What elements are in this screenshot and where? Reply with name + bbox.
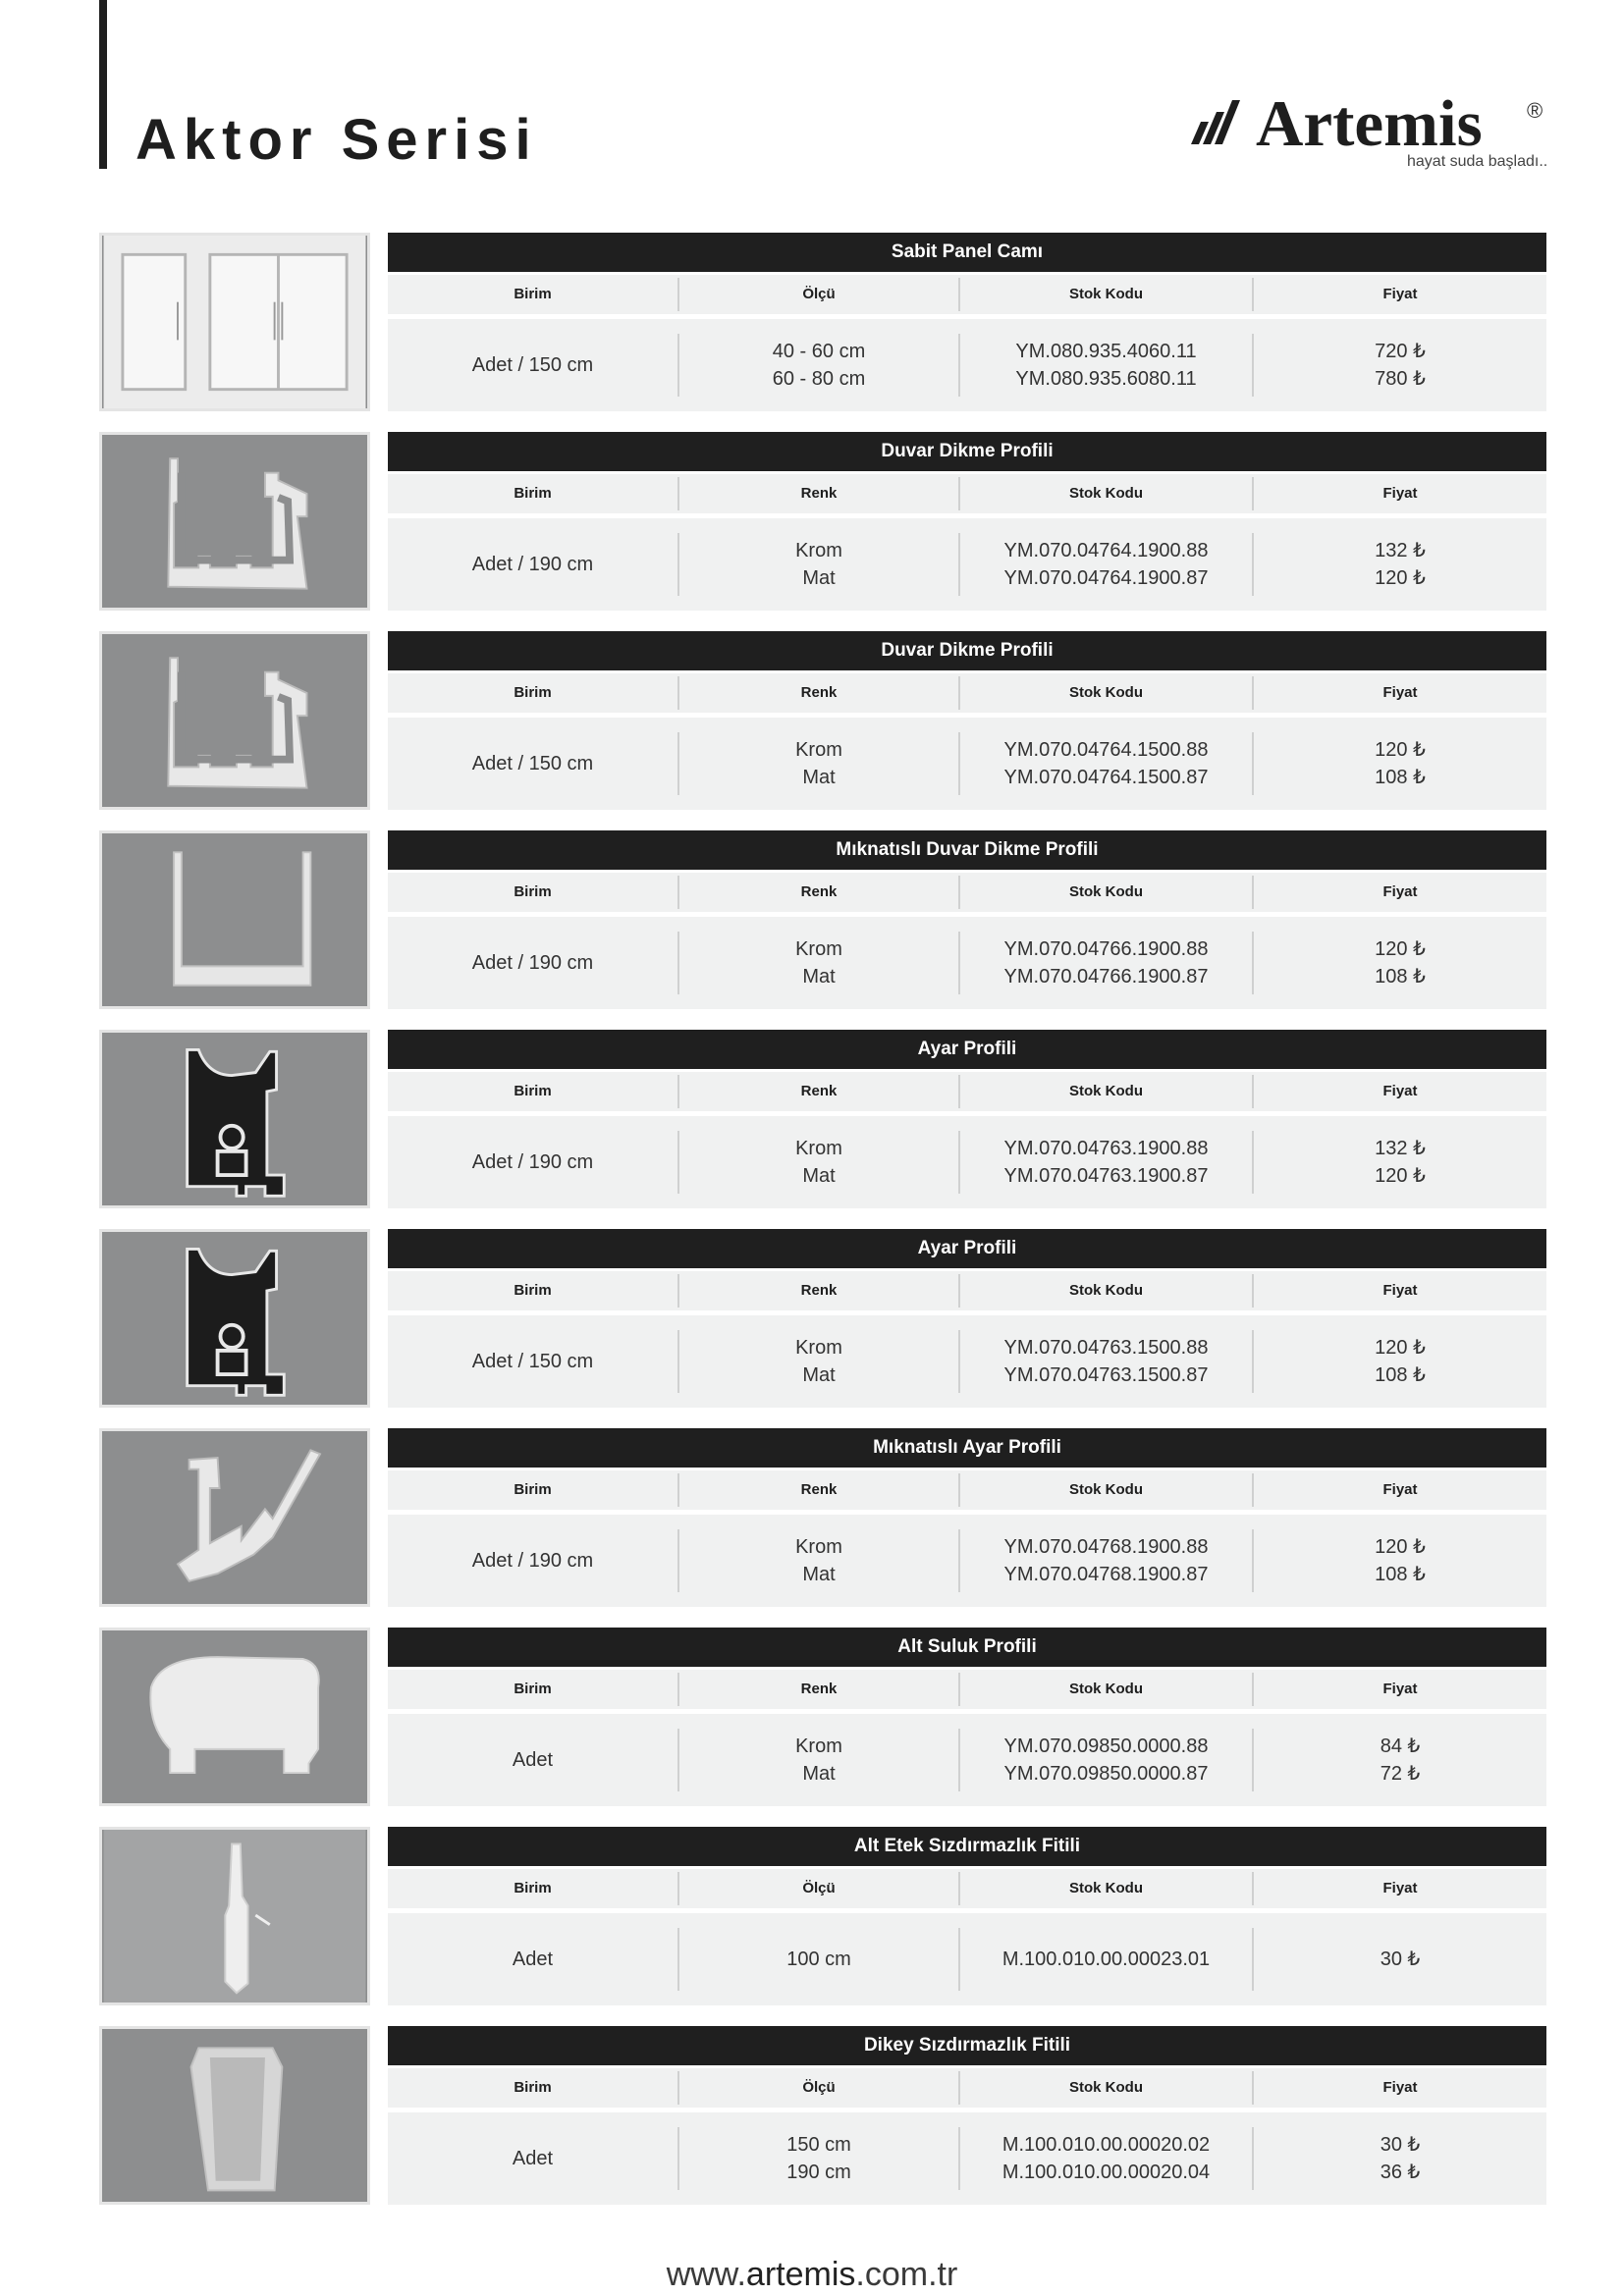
product-table bbox=[388, 2026, 1546, 2205]
cell-stock-code-value: YM.070.04763.1900.88 bbox=[1003, 1138, 1209, 1159]
cell-variant-value: 190 cm bbox=[786, 2162, 851, 2183]
unit-value: Adet / 190 cm bbox=[471, 1151, 594, 1173]
cell-stock-code-value: YM.070.04764.1900.87 bbox=[1003, 567, 1209, 589]
header-fiyat: Fiyat bbox=[1252, 1872, 1546, 1905]
unit-value: Adet bbox=[512, 2148, 554, 2169]
header-col2: Ölçü bbox=[677, 2071, 958, 2105]
cell-price-value: 108 ₺ bbox=[1375, 1564, 1426, 1585]
cell-price bbox=[1252, 2127, 1546, 2190]
cell-price-value: 108 ₺ bbox=[1375, 966, 1426, 988]
logo-wordmark: Artemis bbox=[1256, 87, 1483, 160]
unit-value: Adet / 190 cm bbox=[471, 1550, 594, 1572]
header-fiyat: Fiyat bbox=[1252, 1075, 1546, 1108]
table-row bbox=[388, 1913, 1546, 2005]
header-col2: Renk bbox=[677, 676, 958, 710]
cell-variant bbox=[677, 1529, 958, 1592]
product-row bbox=[99, 2026, 1546, 2205]
cell-price bbox=[1252, 932, 1546, 994]
table-header-row bbox=[388, 1470, 1546, 1510]
page-title: Aktor Serisi bbox=[135, 108, 538, 172]
cell-price bbox=[1252, 732, 1546, 795]
cell-stock-code-value: YM.070.04768.1900.88 bbox=[1003, 1536, 1209, 1558]
table-row bbox=[388, 518, 1546, 611]
footer-url[interactable] bbox=[0, 2256, 1624, 2294]
cell-price-value: 108 ₺ bbox=[1375, 1364, 1426, 1386]
product-table bbox=[388, 830, 1546, 1009]
header-stok-kodu: Stok Kodu bbox=[958, 2071, 1252, 2105]
cell-price-value: 30 ₺ bbox=[1380, 2134, 1421, 2156]
header-col2: Renk bbox=[677, 477, 958, 510]
cell-price bbox=[1252, 334, 1546, 397]
cell-price-value: 120 ₺ bbox=[1375, 1165, 1426, 1187]
unit-value: Adet / 150 cm bbox=[471, 753, 594, 774]
cell-price-value: 132 ₺ bbox=[1375, 1138, 1426, 1159]
unit-value: Adet bbox=[512, 1749, 554, 1771]
product-row bbox=[99, 631, 1546, 810]
cell-price-value: 720 ₺ bbox=[1375, 341, 1426, 362]
cell-stock-code-value: YM.070.04763.1500.87 bbox=[1003, 1364, 1209, 1386]
cell-unit bbox=[388, 1131, 677, 1194]
product-table-title: Alt Suluk Profili bbox=[388, 1628, 1546, 1667]
cell-variant-value: 150 cm bbox=[786, 2134, 851, 2156]
cell-stock-code-value: YM.070.04766.1900.87 bbox=[1003, 966, 1209, 988]
product-table-title: Mıknatıslı Ayar Profili bbox=[388, 1428, 1546, 1468]
logo-stripes-icon bbox=[1183, 90, 1252, 159]
unit-value: Adet bbox=[512, 1949, 554, 1970]
product-row bbox=[99, 233, 1546, 411]
cell-stock-code-value: M.100.010.00.00023.01 bbox=[1001, 1949, 1211, 1970]
header-col2: Renk bbox=[677, 1673, 958, 1706]
table-row bbox=[388, 1714, 1546, 1806]
cell-variant bbox=[677, 932, 958, 994]
product-table bbox=[388, 432, 1546, 611]
table-header-row bbox=[388, 474, 1546, 513]
logo-tagline: hayat suda başladı.. bbox=[1407, 153, 1548, 170]
product-row bbox=[99, 1827, 1546, 2005]
cell-stock-code bbox=[958, 1928, 1252, 1991]
cell-stock-code bbox=[958, 732, 1252, 795]
product-row bbox=[99, 432, 1546, 611]
header-stok-kodu: Stok Kodu bbox=[958, 1473, 1252, 1507]
header-birim: Birim bbox=[514, 2079, 552, 2096]
table-header-row bbox=[388, 673, 1546, 713]
product-table-title: Sabit Panel Camı bbox=[388, 233, 1546, 272]
cell-price-value: 120 ₺ bbox=[1375, 938, 1426, 960]
header-fiyat: Fiyat bbox=[1252, 477, 1546, 510]
wall-profile-icon bbox=[99, 631, 370, 810]
adjust-profile-icon bbox=[99, 1229, 370, 1408]
header-birim: Birim bbox=[514, 485, 552, 502]
product-table-title: Ayar Profili bbox=[388, 1229, 1546, 1268]
table-row bbox=[388, 1315, 1546, 1408]
cell-variant-value: Mat bbox=[802, 567, 836, 589]
table-header-row bbox=[388, 1869, 1546, 1908]
cell-unit bbox=[388, 1330, 677, 1393]
vertical-seal-icon bbox=[99, 2026, 370, 2205]
header-birim: Birim bbox=[514, 1481, 552, 1498]
registered-mark: ® bbox=[1527, 98, 1543, 123]
table-header-row bbox=[388, 1670, 1546, 1709]
cell-price bbox=[1252, 1330, 1546, 1393]
cell-stock-code-value: YM.070.04764.1500.87 bbox=[1003, 767, 1209, 788]
cell-stock-code-value: YM.080.935.4060.11 bbox=[1015, 341, 1197, 362]
header-birim: Birim bbox=[514, 1880, 552, 1896]
sill-profile-icon bbox=[99, 1628, 370, 1806]
cell-stock-code-value: YM.070.04766.1900.88 bbox=[1003, 938, 1209, 960]
cell-unit bbox=[388, 932, 677, 994]
header-fiyat: Fiyat bbox=[1252, 1473, 1546, 1507]
product-row bbox=[99, 1628, 1546, 1806]
header-stok-kodu: Stok Kodu bbox=[958, 1872, 1252, 1905]
header-fiyat: Fiyat bbox=[1252, 676, 1546, 710]
product-row bbox=[99, 1428, 1546, 1607]
cell-variant-value: Mat bbox=[802, 966, 836, 988]
product-table bbox=[388, 1428, 1546, 1607]
cell-variant-value: Krom bbox=[795, 1337, 842, 1359]
product-table bbox=[388, 1628, 1546, 1806]
product-table-title: Alt Etek Sızdırmazlık Fitili bbox=[388, 1827, 1546, 1866]
cell-variant bbox=[677, 1131, 958, 1194]
cell-unit bbox=[388, 1928, 677, 1991]
cell-price-value: 120 ₺ bbox=[1375, 1536, 1426, 1558]
product-table bbox=[388, 1229, 1546, 1408]
cell-variant-value: 60 - 80 cm bbox=[772, 368, 866, 390]
table-row bbox=[388, 1515, 1546, 1607]
cell-variant-value: Mat bbox=[802, 1564, 836, 1585]
cell-stock-code bbox=[958, 932, 1252, 994]
magnet-adjust-profile-icon bbox=[99, 1428, 370, 1607]
cell-stock-code bbox=[958, 1131, 1252, 1194]
cell-price bbox=[1252, 1131, 1546, 1194]
cell-stock-code bbox=[958, 2127, 1252, 2190]
header-stok-kodu: Stok Kodu bbox=[958, 1075, 1252, 1108]
header-col2: Renk bbox=[677, 1075, 958, 1108]
product-table bbox=[388, 233, 1546, 411]
cell-stock-code-value: M.100.010.00.00020.02 bbox=[1001, 2134, 1211, 2156]
unit-value: Adet / 150 cm bbox=[471, 354, 594, 376]
cell-stock-code bbox=[958, 533, 1252, 596]
unit-value: Adet / 150 cm bbox=[471, 1351, 594, 1372]
cell-price-value: 30 ₺ bbox=[1380, 1949, 1421, 1970]
product-list bbox=[99, 233, 1546, 2225]
cell-price bbox=[1252, 533, 1546, 596]
header-fiyat: Fiyat bbox=[1252, 1274, 1546, 1308]
cell-stock-code bbox=[958, 1529, 1252, 1592]
cell-stock-code-value: M.100.010.00.00020.04 bbox=[1001, 2162, 1211, 2183]
cell-unit bbox=[388, 334, 677, 397]
cell-unit bbox=[388, 2127, 677, 2190]
product-row bbox=[99, 1229, 1546, 1408]
header-stok-kodu: Stok Kodu bbox=[958, 1673, 1252, 1706]
product-table bbox=[388, 1827, 1546, 2005]
cell-stock-code-value: YM.070.04764.1900.88 bbox=[1003, 540, 1209, 561]
cell-stock-code bbox=[958, 1729, 1252, 1791]
cell-price bbox=[1252, 1729, 1546, 1791]
cell-variant bbox=[677, 1729, 958, 1791]
header-col2: Renk bbox=[677, 1473, 958, 1507]
footer-url-prefix: www. bbox=[666, 2256, 746, 2293]
cell-stock-code-value: YM.070.09850.0000.88 bbox=[1003, 1735, 1209, 1757]
product-table-title: Dikey Sızdırmazlık Fitili bbox=[388, 2026, 1546, 2065]
unit-value: Adet / 190 cm bbox=[471, 554, 594, 575]
table-row bbox=[388, 319, 1546, 411]
header-birim: Birim bbox=[514, 883, 552, 900]
adjust-profile-icon bbox=[99, 1030, 370, 1208]
cell-price bbox=[1252, 1928, 1546, 1991]
product-table bbox=[388, 1030, 1546, 1208]
glass-panel-icon bbox=[99, 233, 370, 411]
cell-variant-value: Mat bbox=[802, 1763, 836, 1785]
cell-unit bbox=[388, 1529, 677, 1592]
table-header-row bbox=[388, 275, 1546, 314]
header-stok-kodu: Stok Kodu bbox=[958, 278, 1252, 311]
cell-price-value: 120 ₺ bbox=[1375, 1337, 1426, 1359]
product-table bbox=[388, 631, 1546, 810]
cell-variant bbox=[677, 2127, 958, 2190]
title-accent-bar bbox=[99, 0, 107, 169]
cell-variant-value: Krom bbox=[795, 1536, 842, 1558]
cell-price-value: 780 ₺ bbox=[1375, 368, 1426, 390]
cell-variant-value: Krom bbox=[795, 1735, 842, 1757]
cell-stock-code-value: YM.070.04763.1900.87 bbox=[1003, 1165, 1209, 1187]
cell-unit bbox=[388, 732, 677, 795]
cell-variant bbox=[677, 1330, 958, 1393]
header-stok-kodu: Stok Kodu bbox=[958, 1274, 1252, 1308]
table-row bbox=[388, 2112, 1546, 2205]
header-fiyat: Fiyat bbox=[1252, 1673, 1546, 1706]
cell-price-value: 108 ₺ bbox=[1375, 767, 1426, 788]
product-table-title: Mıknatıslı Duvar Dikme Profili bbox=[388, 830, 1546, 870]
header-fiyat: Fiyat bbox=[1252, 278, 1546, 311]
cell-price bbox=[1252, 1529, 1546, 1592]
unit-value: Adet / 190 cm bbox=[471, 952, 594, 974]
table-header-row bbox=[388, 1072, 1546, 1111]
header-birim: Birim bbox=[514, 1282, 552, 1299]
cell-price-value: 36 ₺ bbox=[1380, 2162, 1421, 2183]
header-birim: Birim bbox=[514, 684, 552, 701]
header-col2: Renk bbox=[677, 1274, 958, 1308]
table-header-row bbox=[388, 2068, 1546, 2108]
product-row bbox=[99, 1030, 1546, 1208]
product-table-title: Duvar Dikme Profili bbox=[388, 631, 1546, 670]
footer-url-domain: artemis bbox=[745, 2256, 856, 2293]
cell-variant bbox=[677, 334, 958, 397]
header-birim: Birim bbox=[514, 1083, 552, 1099]
footer-url-suffix: .com.tr bbox=[855, 2256, 958, 2293]
cell-stock-code-value: YM.080.935.6080.11 bbox=[1015, 368, 1197, 390]
cell-variant-value: Krom bbox=[795, 938, 842, 960]
table-row bbox=[388, 917, 1546, 1009]
cell-variant bbox=[677, 732, 958, 795]
header-stok-kodu: Stok Kodu bbox=[958, 477, 1252, 510]
product-table-title: Duvar Dikme Profili bbox=[388, 432, 1546, 471]
cell-stock-code-value: YM.070.04763.1500.88 bbox=[1003, 1337, 1209, 1359]
header-fiyat: Fiyat bbox=[1252, 2071, 1546, 2105]
header-birim: Birim bbox=[514, 286, 552, 302]
cell-stock-code-value: YM.070.04764.1500.88 bbox=[1003, 739, 1209, 761]
cell-variant-value: 100 cm bbox=[786, 1949, 851, 1970]
u-profile-icon bbox=[99, 830, 370, 1009]
cell-variant-value: Mat bbox=[802, 1165, 836, 1187]
cell-stock-code bbox=[958, 1330, 1252, 1393]
product-row bbox=[99, 830, 1546, 1009]
cell-variant bbox=[677, 533, 958, 596]
header-col2: Renk bbox=[677, 876, 958, 909]
header-stok-kodu: Stok Kodu bbox=[958, 676, 1252, 710]
cell-unit bbox=[388, 533, 677, 596]
wall-profile-icon bbox=[99, 432, 370, 611]
header-col2: Ölçü bbox=[677, 1872, 958, 1905]
header-stok-kodu: Stok Kodu bbox=[958, 876, 1252, 909]
cell-variant-value: 40 - 60 cm bbox=[772, 341, 866, 362]
cell-price-value: 132 ₺ bbox=[1375, 540, 1426, 561]
header-birim: Birim bbox=[514, 1681, 552, 1697]
cell-variant-value: Krom bbox=[795, 540, 842, 561]
brand-logo bbox=[1183, 87, 1548, 179]
table-header-row bbox=[388, 873, 1546, 912]
cell-variant bbox=[677, 1928, 958, 1991]
cell-variant-value: Mat bbox=[802, 1364, 836, 1386]
cell-price-value: 72 ₺ bbox=[1380, 1763, 1421, 1785]
header-col2: Ölçü bbox=[677, 278, 958, 311]
header-fiyat: Fiyat bbox=[1252, 876, 1546, 909]
cell-stock-code bbox=[958, 334, 1252, 397]
cell-variant-value: Krom bbox=[795, 1138, 842, 1159]
cell-stock-code-value: YM.070.09850.0000.87 bbox=[1003, 1763, 1209, 1785]
table-row bbox=[388, 718, 1546, 810]
bottom-seal-icon bbox=[99, 1827, 370, 2005]
cell-stock-code-value: YM.070.04768.1900.87 bbox=[1003, 1564, 1209, 1585]
cell-price-value: 120 ₺ bbox=[1375, 567, 1426, 589]
cell-variant-value: Krom bbox=[795, 739, 842, 761]
cell-price-value: 120 ₺ bbox=[1375, 739, 1426, 761]
table-header-row bbox=[388, 1271, 1546, 1310]
cell-variant-value: Mat bbox=[802, 767, 836, 788]
cell-unit bbox=[388, 1729, 677, 1791]
cell-price-value: 84 ₺ bbox=[1380, 1735, 1421, 1757]
product-table-title: Ayar Profili bbox=[388, 1030, 1546, 1069]
table-row bbox=[388, 1116, 1546, 1208]
